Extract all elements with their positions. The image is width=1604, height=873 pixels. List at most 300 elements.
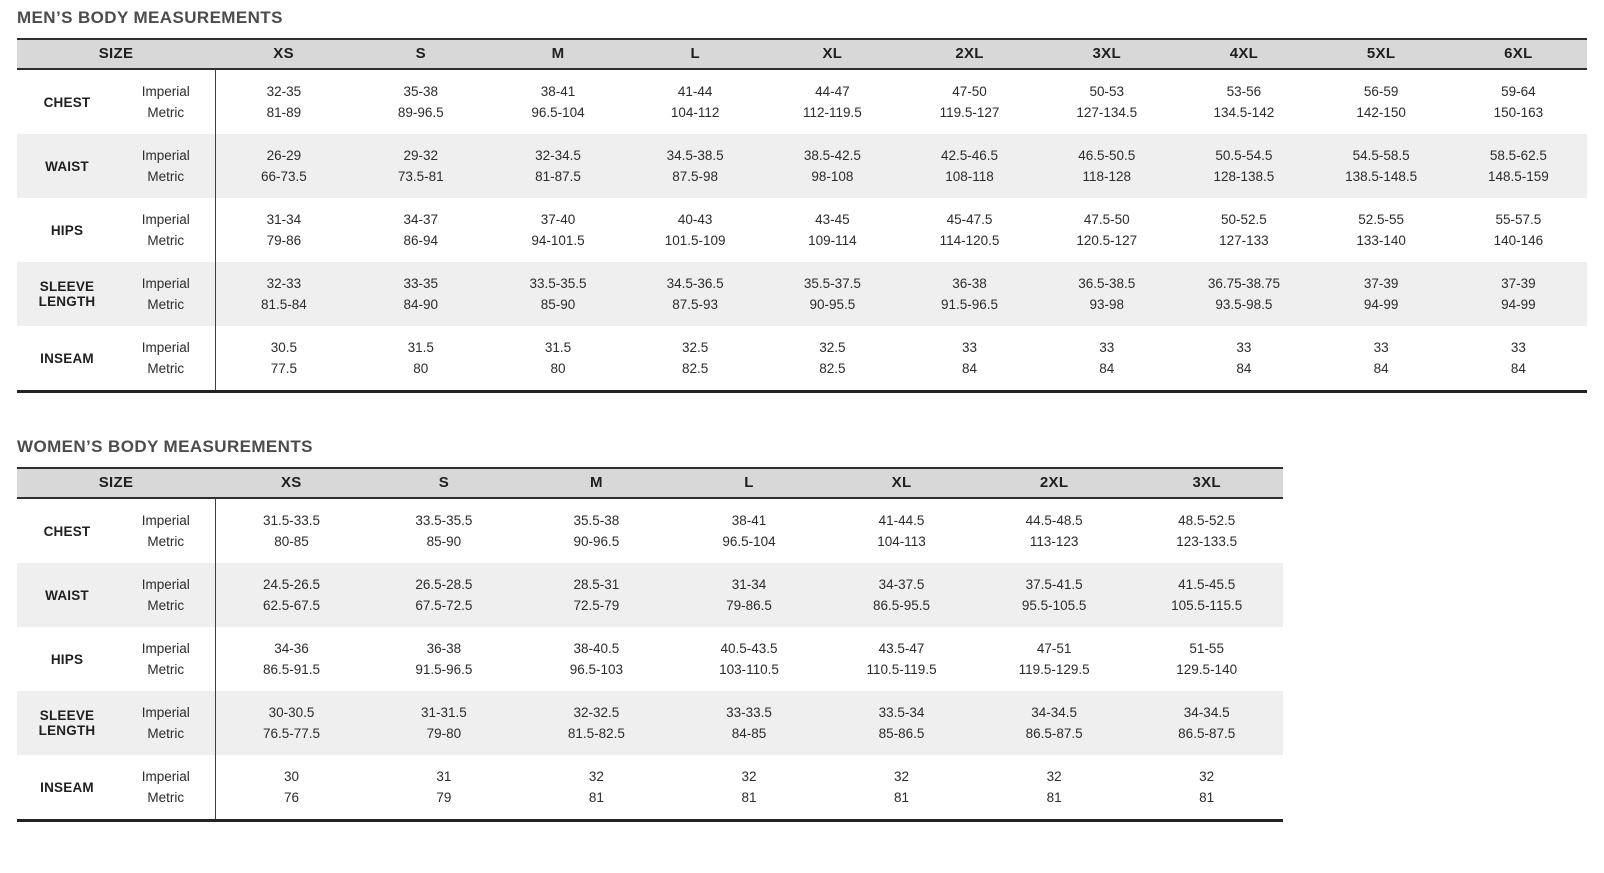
- imperial-value: 37-39: [1501, 276, 1536, 291]
- unit-labels-cell: [117, 627, 215, 691]
- metric-value: 142-150: [1356, 105, 1406, 120]
- unit-labels-cell: [117, 755, 215, 821]
- metric-value: 81-89: [266, 105, 302, 120]
- metric-value: 79-86.5: [726, 598, 772, 613]
- mens-chart-title: MEN’S BODY MEASUREMENTS: [17, 8, 283, 27]
- metric-value: 113-123: [1029, 534, 1079, 549]
- unit-labels-cell: [117, 691, 215, 755]
- metric-value: 133-140: [1356, 233, 1406, 248]
- value-cell: [368, 755, 521, 821]
- metric-value: 72.5-79: [573, 598, 620, 613]
- value-cell: [627, 326, 764, 392]
- metric-value: 96.5-104: [531, 105, 585, 120]
- metric-value: 119.5-127: [939, 105, 1000, 120]
- value-cell: [215, 326, 352, 392]
- value-cell: [1130, 498, 1283, 563]
- value-cell: [368, 563, 521, 627]
- metric-value: 140-146: [1493, 233, 1544, 248]
- metric-value: 84: [1236, 361, 1252, 376]
- metric-value: 85-90: [426, 534, 462, 549]
- value-cell: [764, 134, 901, 198]
- size-column-header: L: [627, 39, 764, 69]
- imperial-value: 30-30.5: [268, 705, 315, 720]
- value-cell: [368, 498, 521, 563]
- imperial-value: 35.5-37.5: [803, 276, 861, 291]
- unit-label-imperial: Imperial: [141, 641, 190, 656]
- metric-value: 84: [1099, 361, 1115, 376]
- value-cell: [1038, 69, 1175, 134]
- unit-label-imperial: Imperial: [141, 705, 190, 720]
- value-cell: [1175, 326, 1312, 392]
- womens-table-header: [17, 468, 1283, 498]
- metric-value: 81: [741, 790, 757, 805]
- womens-chart-title: WOMEN’S BODY MEASUREMENTS: [17, 437, 313, 456]
- size-column-header: 5XL: [1313, 39, 1450, 69]
- metric-value: 129.5-140: [1176, 662, 1238, 677]
- imperial-value: 31-34: [731, 577, 767, 592]
- unit-label-imperial: Imperial: [141, 769, 190, 784]
- mens-size-table: [17, 38, 1587, 393]
- value-cell: [1130, 563, 1283, 627]
- value-cell: [1313, 326, 1450, 392]
- metric-value: 101.5-109: [664, 233, 726, 248]
- metric-value: 86.5-87.5: [1178, 726, 1236, 741]
- imperial-value: 32-35: [266, 84, 302, 99]
- size-column-header: 6XL: [1450, 39, 1587, 69]
- metric-value: 93-98: [1089, 297, 1124, 312]
- imperial-value: 34-37: [403, 212, 439, 227]
- size-header-label: SIZE: [17, 39, 215, 69]
- value-cell: [1450, 69, 1587, 134]
- value-cell: [627, 134, 764, 198]
- imperial-value: 45-47.5: [946, 212, 993, 227]
- value-cell: [520, 627, 673, 691]
- metric-value: 110.5-119.5: [866, 662, 937, 677]
- metric-value: 89-96.5: [397, 105, 444, 120]
- unit-labels-cell: [117, 198, 215, 262]
- imperial-value: 36-38: [426, 641, 462, 656]
- value-cell: [764, 198, 901, 262]
- size-column-header: XS: [215, 39, 352, 69]
- value-cell: [1038, 326, 1175, 392]
- value-cell: [673, 755, 826, 821]
- metric-value: 81: [894, 790, 910, 805]
- size-column-header: 3XL: [1130, 468, 1283, 498]
- imperial-value: 46.5-50.5: [1078, 148, 1136, 163]
- value-cell: [825, 563, 978, 627]
- imperial-value: 38-41: [540, 84, 576, 99]
- imperial-value: 38.5-42.5: [803, 148, 861, 163]
- value-cell: [215, 563, 368, 627]
- imperial-value: 33: [1510, 340, 1526, 355]
- value-cell: [489, 262, 626, 326]
- imperial-value: 59-64: [1501, 84, 1536, 99]
- metric-value: 123-133.5: [1176, 534, 1238, 549]
- metric-value: 98-108: [811, 169, 854, 184]
- size-column-header: 2XL: [978, 468, 1131, 498]
- imperial-value: 32: [588, 769, 604, 784]
- metric-value: 87.5-98: [672, 169, 719, 184]
- metric-value: 84: [962, 361, 978, 376]
- unit-label-imperial: Imperial: [141, 577, 190, 592]
- imperial-value: 43-45: [815, 212, 850, 227]
- value-cell: [1130, 627, 1283, 691]
- value-cell: [352, 69, 489, 134]
- imperial-value: 34.5-36.5: [666, 276, 724, 291]
- measurement-label: SLEEVE LENGTH: [38, 708, 96, 738]
- imperial-value: 31.5: [407, 340, 434, 355]
- value-cell: [215, 755, 368, 821]
- imperial-value: 44-47: [815, 84, 850, 99]
- metric-value: 79-86: [266, 233, 302, 248]
- value-cell: [978, 627, 1131, 691]
- size-column-header: XL: [825, 468, 978, 498]
- size-column-header: 4XL: [1175, 39, 1312, 69]
- imperial-value: 34-36: [274, 641, 309, 656]
- unit-label-imperial: Imperial: [141, 84, 190, 99]
- unit-label-imperial: Imperial: [141, 513, 190, 528]
- unit-label-imperial: Imperial: [141, 340, 190, 355]
- metric-value: 85-90: [540, 297, 576, 312]
- metric-value: 105.5-115.5: [1171, 598, 1243, 613]
- imperial-value: 37-40: [540, 212, 576, 227]
- size-column-header: S: [352, 39, 489, 69]
- imperial-value: 31-34: [266, 212, 302, 227]
- measurement-label: WAIST: [45, 158, 89, 174]
- imperial-value: 50-53: [1089, 84, 1124, 99]
- value-cell: [352, 262, 489, 326]
- value-cell: [489, 134, 626, 198]
- metric-value: 120.5-127: [1076, 233, 1138, 248]
- size-column-header: 2XL: [901, 39, 1038, 69]
- imperial-value: 32: [741, 769, 757, 784]
- metric-value: 90-96.5: [573, 534, 620, 549]
- imperial-value: 40.5-43.5: [720, 641, 778, 656]
- measurement-row: [17, 627, 1283, 691]
- unit-label-metric: Metric: [147, 662, 185, 677]
- imperial-value: 47.5-50: [1083, 212, 1130, 227]
- metric-value: 81.5-82.5: [567, 726, 625, 741]
- value-cell: [215, 498, 368, 563]
- imperial-value: 32: [1199, 769, 1215, 784]
- womens-size-chart-section: [17, 437, 1588, 822]
- imperial-value: 44.5-48.5: [1025, 513, 1083, 528]
- measurement-row: [17, 262, 1587, 326]
- measurement-label: INSEAM: [40, 350, 94, 366]
- unit-labels-cell: [117, 326, 215, 392]
- imperial-value: 56-59: [1363, 84, 1399, 99]
- metric-value: 134.5-142: [1213, 105, 1275, 120]
- metric-value: 82.5: [682, 361, 709, 376]
- imperial-value: 32-34.5: [535, 148, 581, 163]
- imperial-value: 37-39: [1363, 276, 1399, 291]
- measurement-row: [17, 198, 1587, 262]
- value-cell: [901, 69, 1038, 134]
- imperial-value: 52.5-55: [1358, 212, 1404, 227]
- metric-value: 80: [413, 361, 429, 376]
- mens-table-body: [17, 69, 1587, 392]
- imperial-value: 26.5-28.5: [415, 577, 473, 592]
- imperial-value: 43.5-47: [878, 641, 925, 656]
- value-cell: [1175, 134, 1312, 198]
- metric-value: 96.5-103: [569, 662, 624, 677]
- value-cell: [673, 498, 826, 563]
- metric-value: 119.5-129.5: [1018, 662, 1090, 677]
- unit-labels-cell: [117, 498, 215, 563]
- unit-label-metric: Metric: [147, 297, 185, 312]
- imperial-value: 30.5: [270, 340, 297, 355]
- measurement-label: SLEEVE LENGTH: [38, 279, 96, 309]
- unit-label-metric: Metric: [147, 233, 185, 248]
- imperial-value: 31-31.5: [420, 705, 467, 720]
- metric-value: 127-133: [1219, 233, 1269, 248]
- value-cell: [825, 498, 978, 563]
- value-cell: [764, 326, 901, 392]
- imperial-value: 48.5-52.5: [1178, 513, 1236, 528]
- measurement-label: WAIST: [45, 587, 89, 603]
- value-cell: [627, 69, 764, 134]
- metric-value: 73.5-81: [397, 169, 444, 184]
- imperial-value: 24.5-26.5: [263, 577, 321, 592]
- value-cell: [215, 691, 368, 755]
- metric-value: 94-99: [1501, 297, 1536, 312]
- value-cell: [1313, 69, 1450, 134]
- size-column-header: S: [368, 468, 521, 498]
- value-cell: [673, 563, 826, 627]
- metric-value: 82.5: [819, 361, 846, 376]
- measurement-row: [17, 691, 1283, 755]
- value-cell: [1450, 198, 1587, 262]
- imperial-value: 53-56: [1226, 84, 1262, 99]
- unit-labels-cell: [117, 262, 215, 326]
- imperial-value: 36.5-38.5: [1078, 276, 1136, 291]
- imperial-value: 34.5-38.5: [666, 148, 724, 163]
- value-cell: [764, 69, 901, 134]
- value-cell: [489, 326, 626, 392]
- imperial-value: 32: [894, 769, 910, 784]
- metric-value: 80-85: [274, 534, 309, 549]
- metric-value: 66-73.5: [260, 169, 307, 184]
- value-cell: [1313, 262, 1450, 326]
- imperial-value: 50.5-54.5: [1215, 148, 1273, 163]
- value-cell: [901, 134, 1038, 198]
- imperial-value: 35.5-38: [573, 513, 620, 528]
- metric-value: 86.5-87.5: [1025, 726, 1083, 741]
- value-cell: [520, 563, 673, 627]
- imperial-value: 33-33.5: [726, 705, 772, 720]
- metric-value: 91.5-96.5: [941, 297, 999, 312]
- value-cell: [520, 498, 673, 563]
- value-cell: [352, 326, 489, 392]
- metric-value: 84-85: [731, 726, 767, 741]
- imperial-value: 33.5-34: [878, 705, 925, 720]
- metric-value: 150-163: [1493, 105, 1544, 120]
- value-cell: [368, 691, 521, 755]
- value-cell: [489, 198, 626, 262]
- value-cell: [1450, 134, 1587, 198]
- value-cell: [901, 326, 1038, 392]
- mens-table-header: [17, 39, 1587, 69]
- unit-label-metric: Metric: [147, 598, 185, 613]
- imperial-value: 34-37.5: [878, 577, 925, 592]
- imperial-value: 41.5-45.5: [1178, 577, 1236, 592]
- metric-value: 93.5-98.5: [1215, 297, 1273, 312]
- size-column-header: XS: [215, 468, 368, 498]
- metric-value: 94-101.5: [531, 233, 585, 248]
- metric-value: 62.5-67.5: [263, 598, 321, 613]
- imperial-value: 32-33: [266, 276, 302, 291]
- imperial-value: 34-34.5: [1183, 705, 1230, 720]
- imperial-value: 51-55: [1189, 641, 1224, 656]
- imperial-value: 38-40.5: [573, 641, 620, 656]
- value-cell: [520, 755, 673, 821]
- metric-value: 76: [284, 790, 300, 805]
- metric-value: 96.5-104: [722, 534, 776, 549]
- imperial-value: 31: [436, 769, 452, 784]
- unit-label-metric: Metric: [147, 726, 185, 741]
- measurement-row: [17, 134, 1587, 198]
- metric-value: 86.5-95.5: [873, 598, 931, 613]
- measurement-row: [17, 498, 1283, 563]
- imperial-value: 33: [1236, 340, 1252, 355]
- imperial-value: 47-51: [1036, 641, 1072, 656]
- imperial-value: 36.75-38.75: [1207, 276, 1280, 291]
- metric-value: 79-80: [426, 726, 462, 741]
- value-cell: [1175, 262, 1312, 326]
- imperial-value: 33: [1373, 340, 1389, 355]
- value-cell: [1038, 262, 1175, 326]
- value-cell: [1175, 69, 1312, 134]
- unit-label-metric: Metric: [147, 534, 185, 549]
- metric-value: 109-114: [808, 233, 857, 248]
- value-cell: [627, 262, 764, 326]
- imperial-value: 58.5-62.5: [1489, 148, 1547, 163]
- value-cell: [825, 755, 978, 821]
- value-cell: [673, 627, 826, 691]
- metric-value: 81.5-84: [260, 297, 307, 312]
- unit-labels-cell: [117, 563, 215, 627]
- measurement-label: INSEAM: [40, 779, 94, 795]
- womens-size-table: [17, 467, 1283, 822]
- metric-value: 76.5-77.5: [263, 726, 321, 741]
- metric-value: 84-90: [403, 297, 439, 312]
- imperial-value: 32-32.5: [573, 705, 620, 720]
- unit-label-imperial: Imperial: [141, 276, 190, 291]
- imperial-value: 33: [962, 340, 978, 355]
- imperial-value: 35-38: [403, 84, 439, 99]
- metric-value: 67.5-72.5: [415, 598, 473, 613]
- value-cell: [825, 627, 978, 691]
- imperial-value: 26-29: [266, 148, 302, 163]
- value-cell: [215, 134, 352, 198]
- value-cell: [1038, 198, 1175, 262]
- value-cell: [1130, 755, 1283, 821]
- value-cell: [1313, 134, 1450, 198]
- metric-value: 86.5-91.5: [263, 662, 321, 677]
- value-cell: [1450, 326, 1587, 392]
- metric-value: 86-94: [403, 233, 439, 248]
- imperial-value: 55-57.5: [1495, 212, 1542, 227]
- value-cell: [352, 198, 489, 262]
- imperial-value: 32: [1046, 769, 1062, 784]
- metric-value: 81: [588, 790, 604, 805]
- imperial-value: 33.5-35.5: [415, 513, 473, 528]
- size-header-row: [17, 39, 1587, 69]
- metric-value: 103-110.5: [719, 662, 779, 677]
- size-column-header: L: [673, 468, 826, 498]
- womens-table-body: [17, 498, 1283, 821]
- metric-value: 87.5-93: [672, 297, 719, 312]
- mens-size-chart-section: [17, 8, 1588, 393]
- value-cell: [673, 691, 826, 755]
- imperial-value: 33: [1099, 340, 1115, 355]
- measurement-row: [17, 563, 1283, 627]
- imperial-value: 28.5-31: [573, 577, 620, 592]
- metric-value: 112-119.5: [802, 105, 862, 120]
- value-cell: [1038, 134, 1175, 198]
- metric-value: 108-118: [945, 169, 994, 184]
- size-column-header: 3XL: [1038, 39, 1175, 69]
- measurement-row: [17, 69, 1587, 134]
- imperial-value: 41-44.5: [878, 513, 925, 528]
- metric-value: 91.5-96.5: [415, 662, 473, 677]
- metric-value: 128-138.5: [1213, 169, 1275, 184]
- value-cell: [901, 262, 1038, 326]
- metric-value: 104-112: [670, 105, 720, 120]
- value-cell: [352, 134, 489, 198]
- imperial-value: 31.5: [544, 340, 572, 355]
- imperial-value: 41-44: [677, 84, 713, 99]
- metric-value: 81-87.5: [535, 169, 581, 184]
- size-column-header: M: [489, 39, 626, 69]
- imperial-value: 38-41: [731, 513, 767, 528]
- value-cell: [215, 627, 368, 691]
- metric-value: 148.5-159: [1487, 169, 1549, 184]
- metric-value: 104-113: [877, 534, 926, 549]
- unit-label-metric: Metric: [147, 361, 185, 376]
- value-cell: [978, 498, 1131, 563]
- measurement-label: CHEST: [43, 94, 91, 110]
- unit-label-imperial: Imperial: [141, 212, 190, 227]
- measurement-row: [17, 326, 1587, 392]
- value-cell: [489, 69, 626, 134]
- imperial-value: 34-34.5: [1031, 705, 1077, 720]
- imperial-value: 29-32: [403, 148, 439, 163]
- value-cell: [368, 627, 521, 691]
- size-column-header: XL: [764, 39, 901, 69]
- metric-value: 94-99: [1363, 297, 1399, 312]
- measurement-label: HIPS: [50, 651, 84, 667]
- unit-label-metric: Metric: [147, 790, 185, 805]
- value-cell: [520, 691, 673, 755]
- metric-value: 77.5: [270, 361, 297, 376]
- imperial-value: 50-52.5: [1221, 212, 1267, 227]
- metric-value: 81: [1046, 790, 1062, 805]
- value-cell: [1175, 198, 1312, 262]
- value-cell: [1130, 691, 1283, 755]
- imperial-value: 33.5-35.5: [529, 276, 587, 291]
- value-cell: [1450, 262, 1587, 326]
- value-cell: [764, 262, 901, 326]
- imperial-value: 30: [284, 769, 300, 784]
- unit-label-imperial: Imperial: [141, 148, 190, 163]
- size-header-row: [17, 468, 1283, 498]
- value-cell: [1313, 198, 1450, 262]
- metric-value: 85-86.5: [878, 726, 925, 741]
- imperial-value: 54.5-58.5: [1352, 148, 1410, 163]
- measurement-label: CHEST: [43, 523, 91, 539]
- imperial-value: 40-43: [677, 212, 713, 227]
